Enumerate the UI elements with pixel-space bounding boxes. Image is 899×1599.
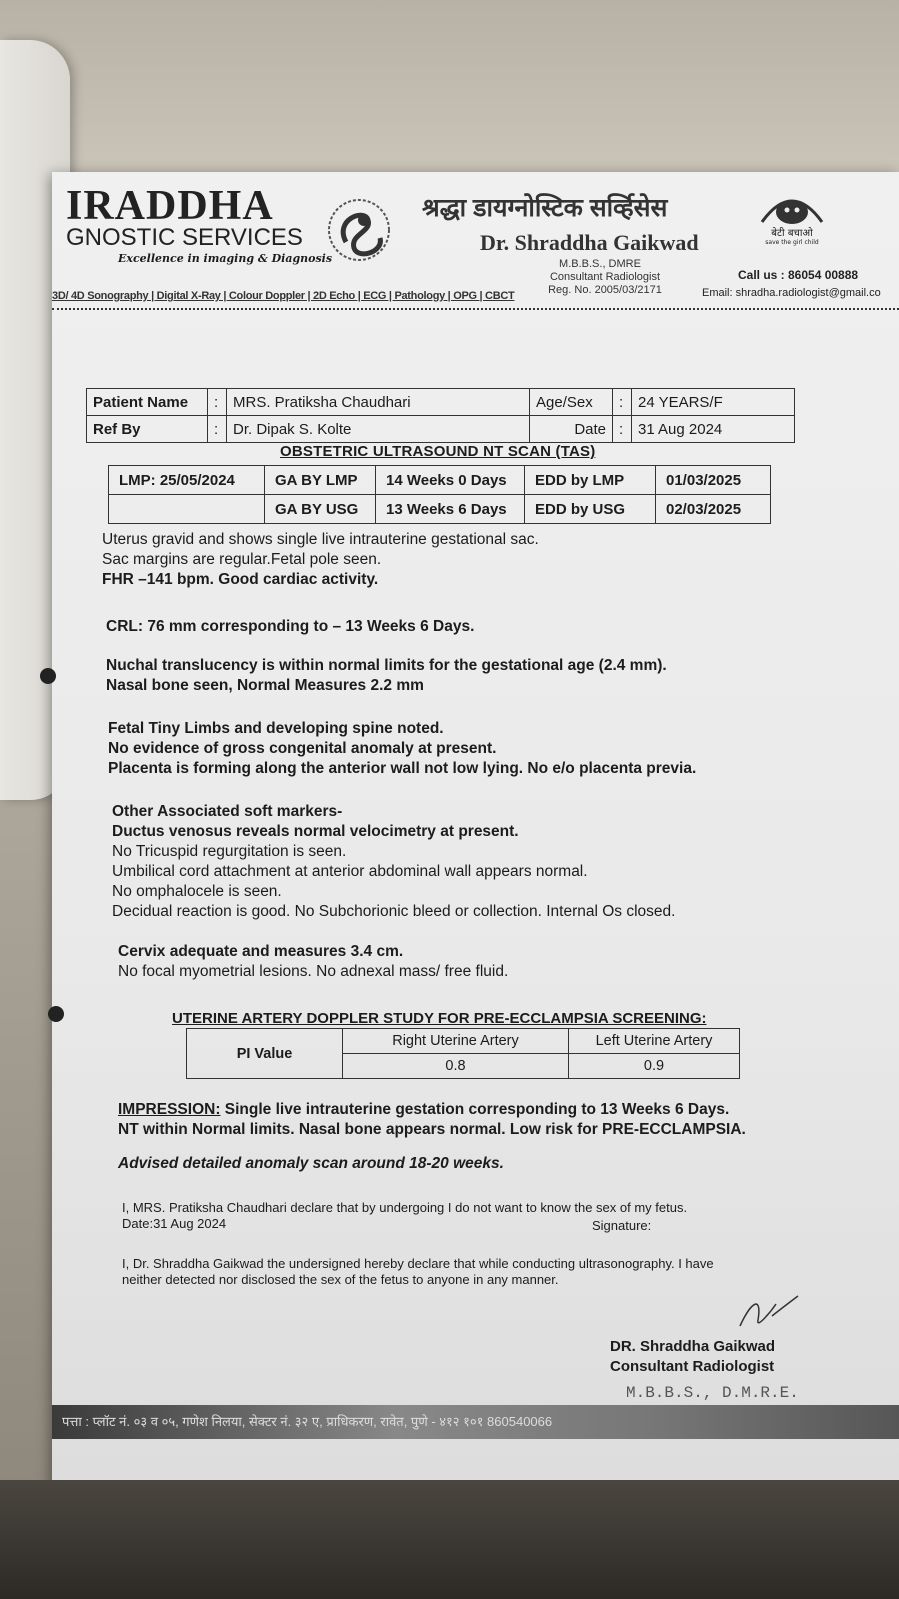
edd-usg-value: 02/03/2025 (656, 495, 771, 524)
binder-hole-icon (48, 1006, 64, 1022)
doctor-name-header: Dr. Shraddha Gaikwad (480, 230, 699, 255)
patient-info-table (86, 388, 795, 443)
header-divider (52, 308, 899, 310)
registration-number: Reg. No. 2005/03/2171 (548, 284, 662, 296)
finding-line: Uterus gravid and shows single live intrauterine gestational sac. (102, 531, 539, 548)
emblem-subtext: save the girl child (765, 239, 819, 246)
qualification: M.B.B.S., DMRE (559, 258, 641, 270)
patient-declaration: I, MRS. Pratiksha Chaudhari declare that by undergoing I do not want to know the sex of my fetus. (122, 1200, 688, 1215)
edd-usg-label: EDD by USG (525, 495, 656, 524)
beti-bachao-emblem-icon (752, 186, 832, 246)
ga-lmp-label: GA BY LMP (265, 466, 376, 495)
right-uterine-label: Right Uterine Artery (343, 1029, 569, 1054)
colon: : (613, 389, 632, 416)
hindi-clinic-name: श्रद्धा डायग्नोस्टिक सर्व्हिसेस (422, 194, 668, 222)
colon: : (208, 416, 227, 443)
finding-line: No evidence of gross congenital anomaly at present. (108, 740, 497, 757)
colon: : (208, 389, 227, 416)
finding-line: Umbilical cord attachment at anterior abdominal wall appears normal. (112, 863, 588, 880)
brand-tagline: Excellence in imaging & Diagnosis (118, 252, 333, 265)
empty-cell (109, 495, 265, 524)
ga-usg-label: GA BY USG (265, 495, 376, 524)
table-row (187, 1029, 740, 1054)
left-uterine-value: 0.9 (569, 1054, 740, 1079)
footer-address-bar: पत्ता : प्लॉट नं. ०३ व ०५, गणेश निलया, सेक्टर नं. ३२ ए, प्राधिकरण, रावेत, पुणे - ४१२ १०१ 860540066 (52, 1405, 899, 1439)
ga-usg-value: 13 Weeks 6 Days (376, 495, 525, 524)
impression-line: NT within Normal limits. Nasal bone appears normal. Low risk for PRE-ECCLAMPSIA. (118, 1121, 746, 1138)
edd-lmp-value: 01/03/2025 (656, 466, 771, 495)
declaration-date: Date:31 Aug 2024 (122, 1216, 227, 1231)
finding-line: No Tricuspid regurgitation is seen. (112, 843, 347, 860)
brand-name: IRADDHA (66, 183, 274, 229)
crl-line: CRL: 76 mm corresponding to – 13 Weeks 6 Days. (106, 618, 475, 635)
finding-line: Fetal Tiny Limbs and developing spine noted. (108, 720, 444, 737)
doppler-title: UTERINE ARTERY DOPPLER STUDY FOR PRE-ECCLAMPSIA SCREENING: (172, 1010, 707, 1027)
signature-label: Signature: (592, 1218, 652, 1233)
finding-line: Other Associated soft markers- (112, 803, 343, 820)
table-row (87, 389, 795, 416)
finding-line: Sac margins are regular.Fetal pole seen. (102, 551, 382, 568)
left-uterine-label: Left Uterine Artery (569, 1029, 740, 1054)
declaration-line: I, Dr. Shraddha Gaikwad the undersigned hereby declare that while conducting ultrasonography. I have (122, 1256, 714, 1271)
ga-lmp-value: 14 Weeks 0 Days (376, 466, 525, 495)
pi-value-label: PI Value (187, 1029, 343, 1079)
email-address: Email: shradha.radiologist@gmail.co (702, 287, 881, 299)
finding-line: Nuchal translucency is within normal limits for the gestational age (2.4 mm). (106, 657, 667, 674)
table-row (109, 495, 771, 524)
right-uterine-value: 0.8 (343, 1054, 569, 1079)
findings-group-5 (118, 942, 508, 982)
finding-line: Cervix adequate and measures 3.4 cm. (118, 943, 404, 960)
finding-line: Ductus venosus reveals normal velocimetry at present. (112, 823, 519, 840)
binder-hole-icon (40, 668, 56, 684)
table-row (109, 466, 771, 495)
brand-subtitle: GNOSTIC SERVICES (66, 224, 303, 251)
brand-block (66, 182, 332, 265)
patient-name-label: Patient Name (87, 389, 208, 416)
declaration-line: neither detected nor disclosed the sex of the fetus to anyone in any manner. (122, 1272, 559, 1287)
age-sex-value: 24 YEARS/F (632, 389, 795, 416)
findings-group-3 (108, 719, 696, 779)
background-surface (0, 1480, 899, 1599)
doppler-table (186, 1028, 740, 1079)
signoff-block (610, 1337, 775, 1377)
edd-lmp-label: EDD by LMP (525, 466, 656, 495)
lmp-cell: LMP: 25/05/2024 (109, 466, 265, 495)
table-row (87, 416, 795, 443)
impression-line: Single live intrauterine gestation corresponding to 13 Weeks 6 Days. (220, 1101, 730, 1118)
doctor-credentials (530, 258, 680, 297)
patient-name-value: MRS. Pratiksha Chaudhari (227, 389, 530, 416)
signoff-name: DR. Shraddha Gaikwad (610, 1338, 776, 1355)
finding-line: No focal myometrial lesions. No adnexal mass/ free fluid. (118, 963, 509, 980)
finding-line: Decidual reaction is good. No Subchorionic bleed or collection. Internal Os closed. (112, 903, 676, 920)
findings-group-1 (102, 530, 539, 590)
doctor-declaration (122, 1256, 714, 1288)
designation: Consultant Radiologist (549, 271, 661, 283)
scan-title: OBSTETRIC ULTRASOUND NT SCAN (TAS) (280, 443, 596, 460)
impression (118, 1100, 746, 1140)
date-value: 31 Aug 2024 (632, 416, 795, 443)
services-list: 3D/ 4D Sonography | Digital X-Ray | Colour Doppler | 2D Echo | ECG | Pathology | OPG | CBCT (52, 290, 515, 302)
signoff-title: Consultant Radiologist (610, 1358, 775, 1375)
impression-label: IMPRESSION: (118, 1101, 221, 1118)
finding-line: FHR –141 bpm. Good cardiac activity. (102, 571, 379, 588)
age-sex-label: Age/Sex (530, 389, 613, 416)
findings-group-2 (106, 656, 667, 696)
finding-line: Placenta is forming along the anterior wall not low lying. No e/o placenta previa. (108, 760, 697, 777)
findings-group-4 (112, 802, 675, 922)
phone-number: Call us : 86054 00888 (738, 268, 859, 282)
finding-line: Nasal bone seen, Normal Measures 2.2 mm (106, 677, 424, 694)
finding-line: No omphalocele is seen. (112, 883, 282, 900)
report-page (52, 172, 899, 1507)
advised-note: Advised detailed anomaly scan around 18-20 weeks. (118, 1155, 504, 1172)
gestational-age-table (108, 465, 771, 524)
emblem-text: बेटी बचाओ (771, 228, 813, 239)
colon: : (613, 416, 632, 443)
stamp-qualification: M.B.B.S., D.M.R.E. (626, 1384, 799, 1402)
ref-by-value: Dr. Dipak S. Kolte (227, 416, 530, 443)
ref-by-label: Ref By (87, 416, 208, 443)
date-label: Date (530, 416, 613, 443)
clinic-logo-icon (324, 190, 394, 268)
handwritten-signature-icon (732, 1290, 802, 1334)
